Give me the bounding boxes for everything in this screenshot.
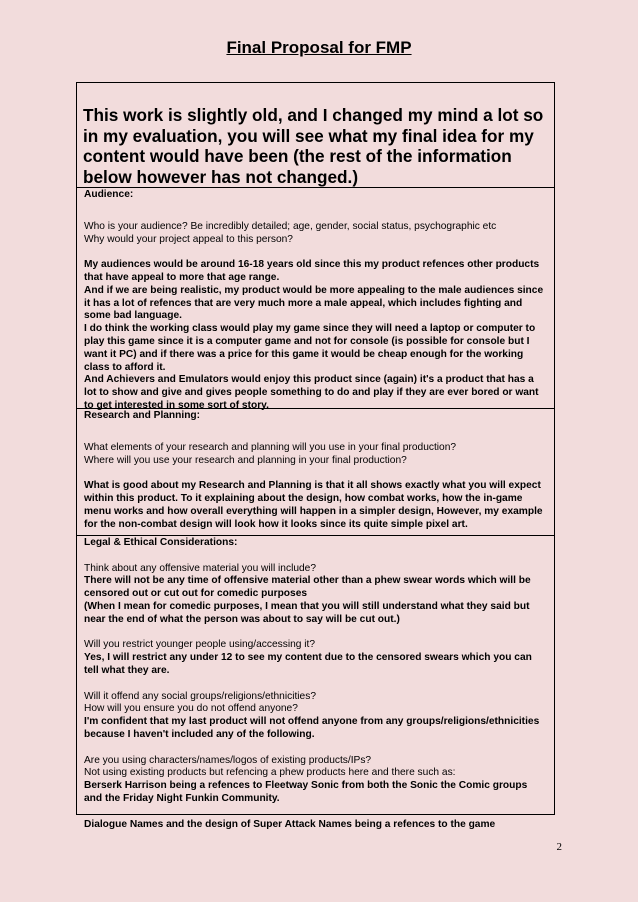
legal-answer-2: (When I mean for comedic purposes, I mean that you will still understand what they said but near the end of what the person was about to say will be cut out.) (84, 600, 530, 625)
research-question-1: What elements of your research and planning will you use in your final production? (84, 441, 457, 453)
intro-note: This work is slightly old, and I changed my mind a lot so in my evaluation, you will see what my final idea for my content would have been (the rest of the information below however has not changed.) (83, 105, 544, 187)
legal-answer-4: I'm confident that my last product will not offend anyone from any groups/religions/ethnicities because I haven't included any of the following. (84, 716, 540, 740)
legal-heading: Legal & Ethical Considerations: (84, 537, 238, 548)
legal-answer-1: There will not be any time of offensive material other than a phew swear words which will be censored out or cut out for comedic purposes (84, 575, 531, 600)
audience-question-2: Why would your project appeal to this person? (84, 233, 293, 245)
page-number: 2 (556, 841, 562, 853)
legal-answer-5: Berserk Harrison being a refences to Fleetway Sonic from both the Sonic the Comic groups and the Friday Night Funkin Community. (84, 780, 528, 804)
audience-section (77, 187, 554, 418)
audience-answer-1: My audiences would be around 16-18 years old since this my product refences other products that have appeal to more that age range. (84, 259, 540, 283)
audience-answer-2: And if we are being realistic, my product would be more appealing to the male audiences since it has a lot of refences that are very much more a male appeal, which includes fighting and some bad language. (84, 284, 544, 322)
legal-question-6: Not using existing products but refencing a phew products here and there such as: (84, 767, 456, 779)
legal-answer-3: Yes, I will restrict any under 12 to see my content due to the censored swears which you can tell what they are. (84, 652, 532, 676)
proposal-table (76, 82, 555, 830)
legal-question-3: Will it offend any social groups/religions/ethnicities? (84, 690, 316, 702)
audience-answer-3: I do think the working class would play my game since they will need a laptop or computer to play this game since it is a computer game and not for console (is possible for console but I want it PC) and if there was a price for this game it would be cheap enough for the working class to afford it. (84, 323, 536, 373)
legal-answer-6: Dialogue Names and the design of Super Attack Names being a refences to the game (84, 818, 496, 830)
audience-answer-4: And Achievers and Emulators would enjoy this product since (again) it's a product that has a lot to show and give and gives people something to do and play if they are ever bored or want to get interested in some sort of story. (84, 374, 539, 411)
research-section (77, 408, 554, 535)
audience-question-1: Who is your audience? Be incredibly detailed; age, gender, social status, psychographic etc (84, 220, 497, 232)
legal-section (77, 535, 554, 830)
research-question-2: Where will you use your research and planning in your final production? (84, 454, 407, 466)
legal-question-1: Think about any offensive material you will include? (84, 562, 316, 574)
legal-question-2: Will you restrict younger people using/accessing it? (84, 639, 316, 651)
legal-question-5: Are you using characters/names/logos of existing products/IPs? (84, 754, 372, 766)
research-heading: Research and Planning: (84, 410, 201, 421)
audience-heading: Audience: (84, 189, 134, 200)
legal-question-4: How will you ensure you do not offend anyone? (84, 703, 298, 715)
research-answer: What is good about my Research and Planning is that it all shows exactly what you will expect within this product. To it explaining about the design, how combat works, how the in-game menu works and how overall everything will happen in a simpler design, However, my example for the non-combat design will look how it looks since its quite simple pixel art. (84, 480, 543, 530)
page-title: Final Proposal for FMP (226, 38, 412, 57)
